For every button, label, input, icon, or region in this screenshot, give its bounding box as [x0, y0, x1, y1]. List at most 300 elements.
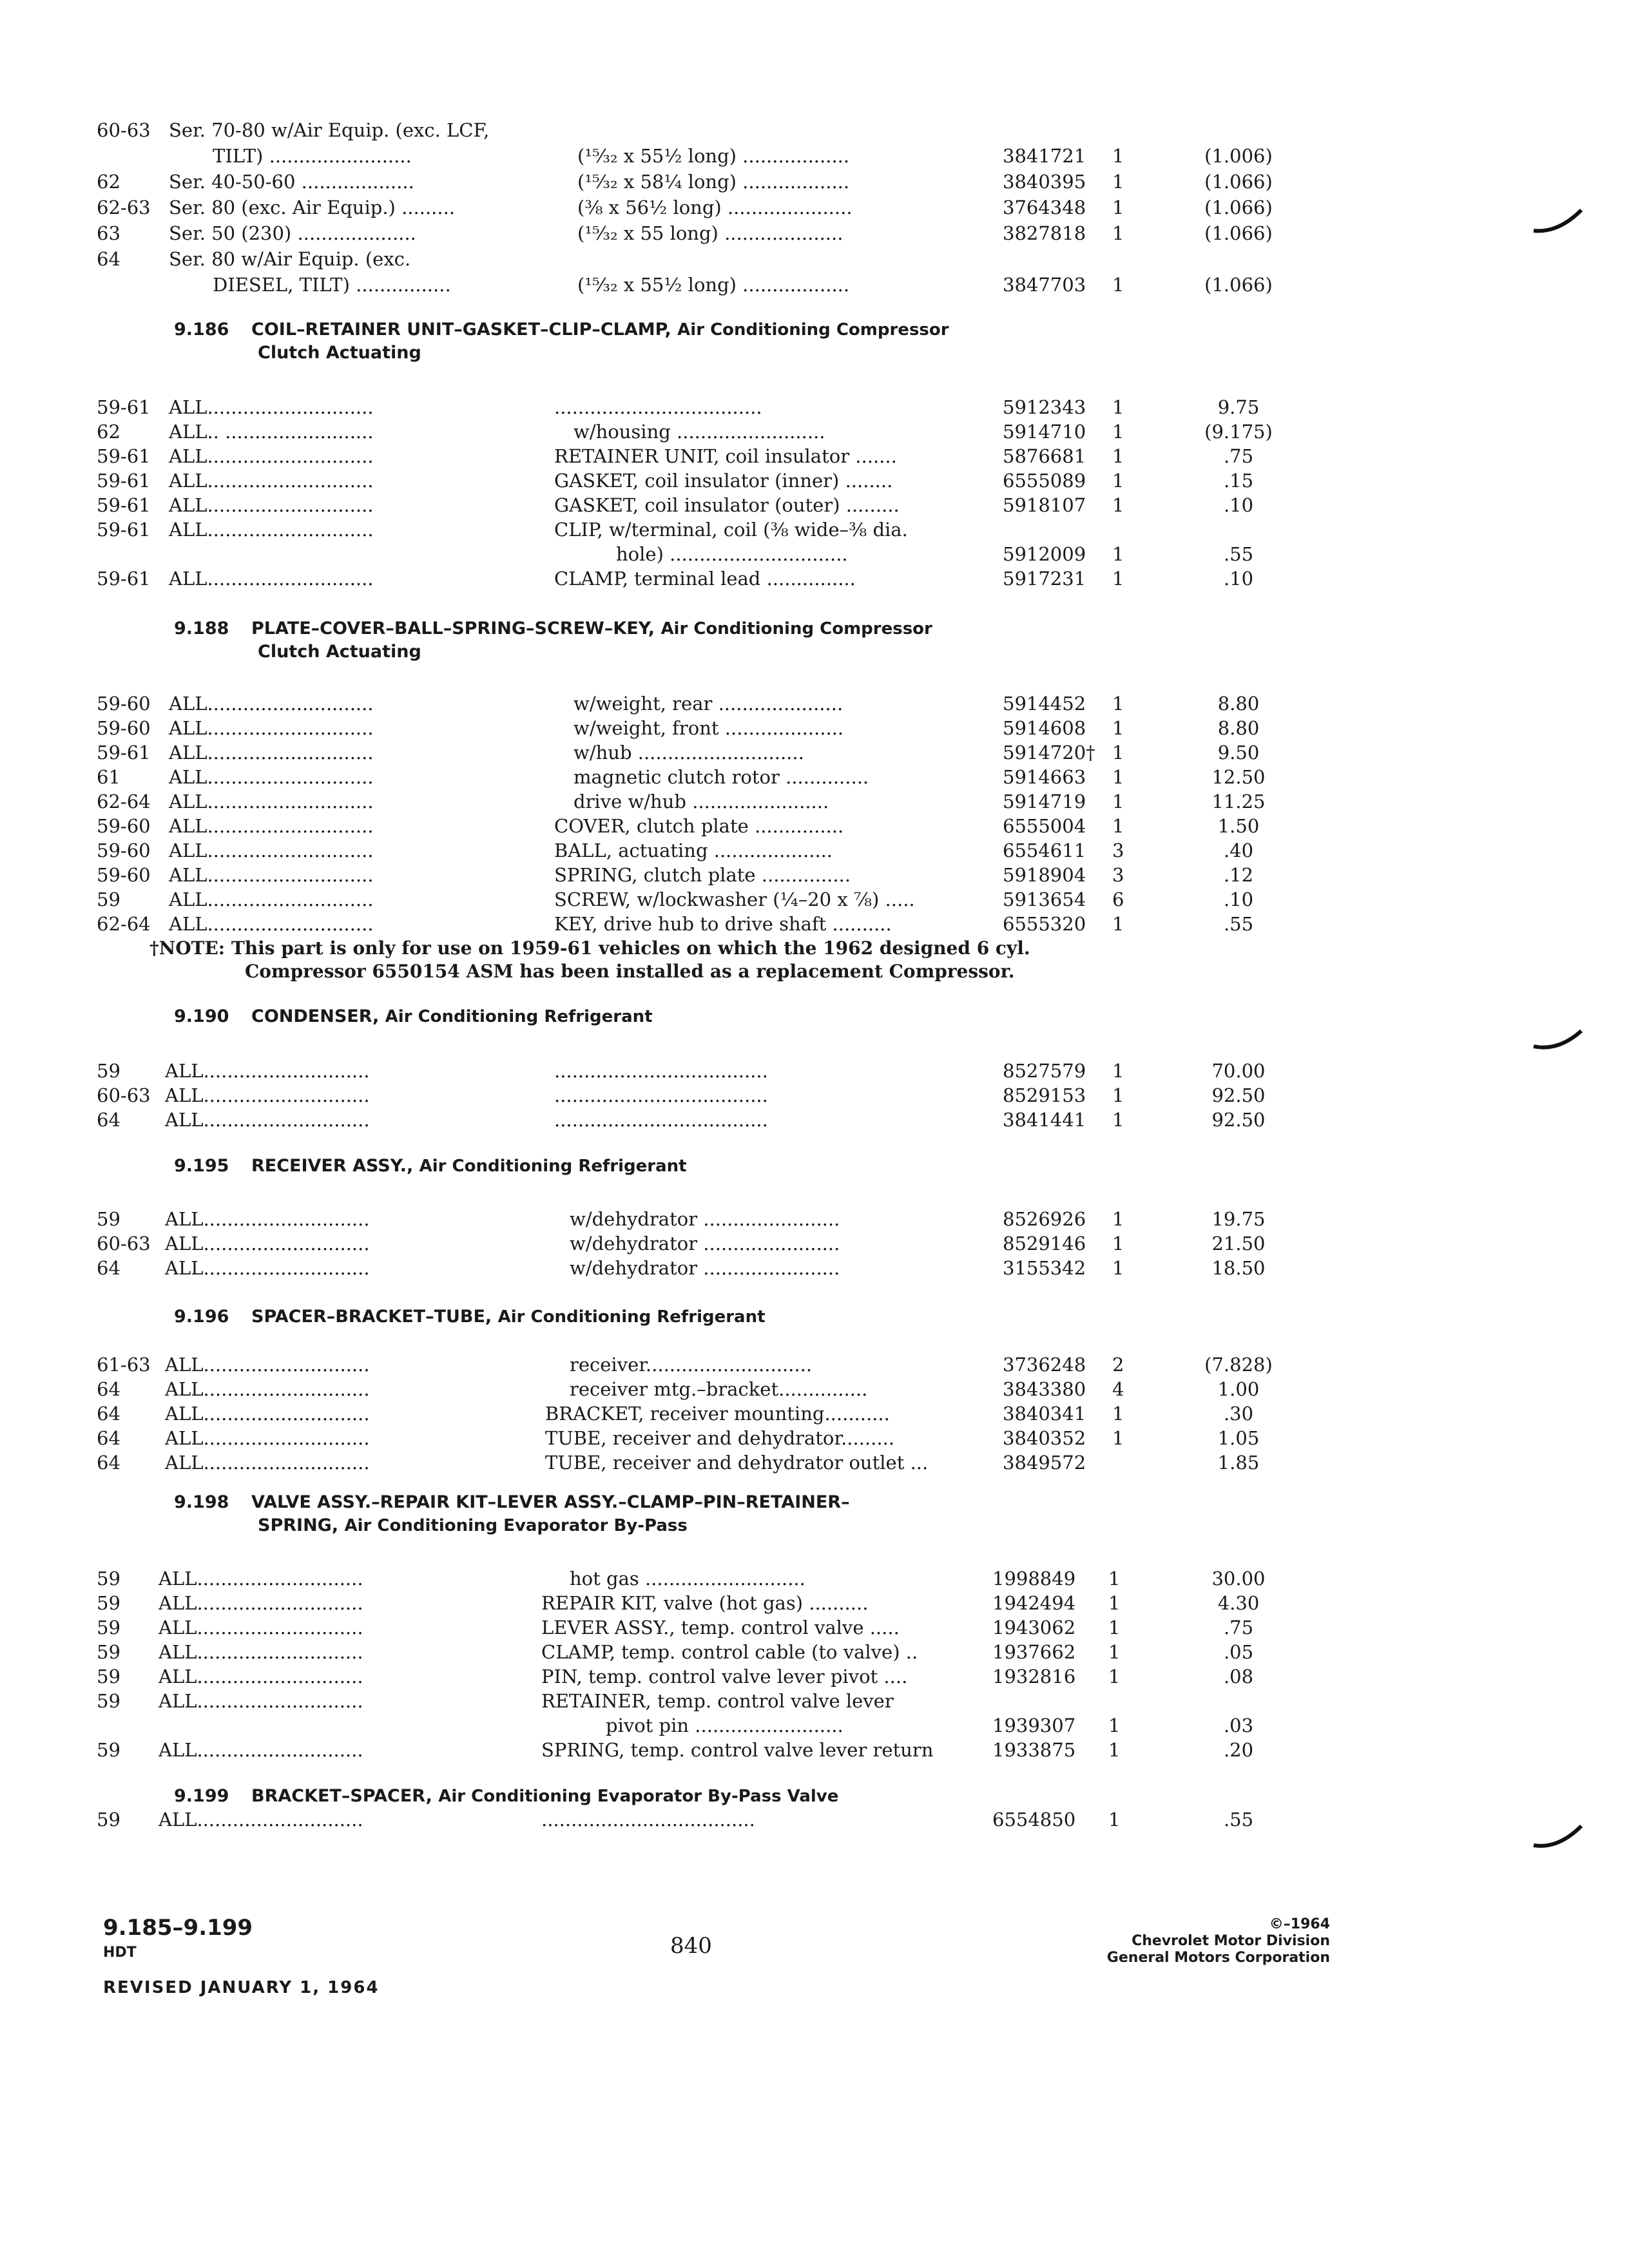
quantity: 1	[1112, 396, 1124, 418]
copyright: ©–1964	[1269, 1916, 1330, 1932]
price: 9.50	[1217, 742, 1260, 764]
quantity: 1	[1112, 145, 1124, 167]
model-years: 62-64	[97, 791, 151, 812]
table-row	[0, 1207, 1629, 1231]
price: (9.175)	[1204, 421, 1273, 443]
table-row	[0, 741, 1629, 764]
footnote	[149, 937, 1374, 983]
detail: w/dehydrator .......................	[570, 1208, 840, 1230]
table-row	[0, 396, 1629, 419]
binder-mark	[1532, 205, 1584, 237]
table-row	[0, 1714, 1629, 1737]
section-range: 9.185–9.199	[103, 1915, 253, 1941]
detail: w/hub ............................	[574, 742, 804, 764]
part-number: 3841721	[1003, 145, 1086, 167]
part-number: 5876681	[1003, 445, 1086, 467]
model-years: 62-64	[97, 913, 151, 935]
price: (1.066)	[1204, 197, 1273, 218]
model-years: 62	[97, 421, 120, 443]
section-title: RECEIVER ASSY.,	[251, 1156, 419, 1176]
usage: ALL............................	[159, 1568, 363, 1590]
model-years: 59-61	[97, 445, 151, 467]
usage: Ser. 70-80 w/Air Equip. (exc. LCF,	[169, 119, 490, 141]
table-row	[0, 765, 1629, 789]
table-row	[0, 1665, 1629, 1688]
usage: ALL............................	[165, 1208, 370, 1230]
price: 18.50	[1211, 1257, 1266, 1279]
part-number: 1939307	[992, 1715, 1076, 1736]
table-row	[0, 119, 1629, 142]
detail: BALL, actuating ....................	[554, 840, 833, 861]
model-years: 59	[97, 1739, 120, 1761]
part-number: 1943062	[992, 1617, 1076, 1639]
part-number: 6555004	[1003, 815, 1086, 837]
detail: SPRING, clutch plate ...............	[554, 864, 851, 886]
footnote-line: †NOTE: This part is only for use on 1959-61 vehicles on which the 1962 designed 6 cyl.	[149, 937, 1030, 959]
detail: magnetic clutch rotor ..............	[574, 766, 869, 788]
part-number: 5918107	[1003, 494, 1086, 516]
table-row	[0, 1402, 1629, 1425]
section-subtitle: Air Conditioning Compressor	[677, 320, 949, 340]
model-years: 64	[97, 1452, 120, 1474]
part-number: 6554850	[992, 1809, 1076, 1831]
table-row	[0, 1640, 1629, 1664]
section-number: 9.186	[174, 320, 229, 340]
price: .75	[1223, 1617, 1254, 1639]
part-number: 3841441	[1003, 1109, 1086, 1131]
detail: w/dehydrator .......................	[570, 1257, 840, 1279]
table-row	[0, 543, 1629, 566]
part-number: 1933875	[992, 1739, 1076, 1761]
model-years: 64	[97, 1427, 120, 1449]
price: 1.85	[1217, 1452, 1260, 1474]
model-years: 59-61	[97, 494, 151, 516]
section-subtitle-cont: Clutch Actuating	[258, 343, 421, 363]
detail: ....................................	[554, 1060, 768, 1082]
detail: (¹⁵⁄₃₂ x 55½ long) ..................	[577, 274, 850, 296]
detail: TUBE, receiver and dehydrator.........	[545, 1427, 895, 1449]
model-years: 63	[97, 222, 120, 244]
usage: ALL............................	[159, 1690, 363, 1712]
quantity: 1	[1112, 470, 1124, 492]
model-years: 59-61	[97, 519, 151, 541]
detail: PIN, temp. control valve lever pivot ....	[541, 1666, 908, 1687]
usage: ALL............................	[159, 1617, 363, 1639]
price: .55	[1223, 913, 1254, 935]
price: .30	[1223, 1403, 1254, 1425]
usage: ALL............................	[159, 1641, 363, 1663]
quantity: 1	[1112, 1427, 1124, 1449]
usage: ALL............................	[165, 1427, 370, 1449]
part-number: 6555089	[1003, 470, 1086, 492]
part-number: 3840341	[1003, 1403, 1086, 1425]
model-years: 64	[97, 248, 120, 270]
price: 1.50	[1217, 815, 1260, 837]
usage: Ser. 40-50-60 ...................	[169, 171, 414, 193]
table-row	[0, 1232, 1629, 1255]
part-number: 3827818	[1003, 222, 1086, 244]
quantity: 1	[1112, 1109, 1124, 1131]
table-row	[0, 1616, 1629, 1639]
quantity: 1	[1112, 222, 1124, 244]
model-years: 64	[97, 1403, 120, 1425]
part-number: 5914608	[1003, 717, 1086, 739]
part-number: 1932816	[992, 1666, 1076, 1687]
price: .55	[1223, 543, 1254, 565]
part-number: 8529146	[1003, 1233, 1086, 1254]
price: 1.00	[1217, 1378, 1260, 1400]
part-number: 8527579	[1003, 1060, 1086, 1082]
table-row	[0, 692, 1629, 715]
section-subtitle-cont: Clutch Actuating	[258, 642, 421, 662]
section-heading	[174, 1785, 1141, 1808]
detail: BRACKET, receiver mounting...........	[545, 1403, 890, 1425]
quantity: 1	[1108, 1617, 1121, 1639]
model-years: 60-63	[97, 1233, 151, 1254]
table-row	[0, 1084, 1629, 1107]
usage: ALL............................	[165, 1378, 370, 1400]
table-row	[0, 494, 1629, 517]
usage: Ser. 80 (exc. Air Equip.) .........	[169, 197, 456, 218]
usage: DIESEL, TILT) ................	[213, 274, 451, 296]
model-years: 64	[97, 1257, 120, 1279]
table-row	[0, 1808, 1629, 1831]
table-row	[0, 912, 1629, 936]
binder-mark	[1532, 1024, 1584, 1057]
model-years: 60-63	[97, 119, 151, 141]
table-row	[0, 716, 1629, 740]
section-number: 9.196	[174, 1307, 229, 1327]
model-years: 59	[97, 1690, 120, 1712]
part-number: 3847703	[1003, 274, 1086, 296]
model-years: 59-60	[97, 864, 151, 886]
quantity: 1	[1112, 421, 1124, 443]
section-heading	[174, 1155, 1141, 1178]
part-number: 3840352	[1003, 1427, 1086, 1449]
quantity: 1	[1112, 742, 1124, 764]
section-number: 9.195	[174, 1156, 229, 1176]
quantity: 1	[1112, 1233, 1124, 1254]
usage: ALL............................	[165, 1060, 370, 1082]
detail: pivot pin .........................	[606, 1715, 843, 1736]
detail: SCREW, w/lockwasher (¼–20 x ⅞) .....	[554, 889, 915, 910]
table-row	[0, 1353, 1629, 1376]
detail: RETAINER, temp. control valve lever	[541, 1690, 894, 1712]
section-title: CONDENSER,	[251, 1006, 385, 1026]
price: (1.066)	[1204, 171, 1273, 193]
model-years: 59-61	[97, 396, 151, 418]
table-row	[0, 1059, 1629, 1082]
model-years: 61	[97, 766, 120, 788]
revision-date: REVISED JANUARY 1, 1964	[103, 1978, 380, 1997]
usage: ALL............................	[159, 1592, 363, 1614]
price: (1.066)	[1204, 222, 1273, 244]
quantity: 1	[1112, 543, 1124, 565]
price: 30.00	[1211, 1568, 1266, 1590]
quantity: 1	[1108, 1568, 1121, 1590]
table-row	[0, 839, 1629, 862]
quantity: 1	[1112, 1060, 1124, 1082]
usage: ALL............................	[169, 913, 374, 935]
section-title: PLATE–COVER–BALL–SPRING–SCREW–KEY,	[251, 619, 661, 639]
usage: ALL............................	[165, 1403, 370, 1425]
usage: ALL............................	[169, 889, 374, 910]
table-row	[0, 144, 1629, 168]
usage: ALL............................	[169, 815, 374, 837]
detail: CLAMP, temp. control cable (to valve) ..	[541, 1641, 918, 1663]
part-number: 8529153	[1003, 1084, 1086, 1106]
model-years: 61-63	[97, 1354, 151, 1376]
price: 19.75	[1211, 1208, 1266, 1230]
table-row	[0, 1427, 1629, 1450]
part-number: 5914663	[1003, 766, 1086, 788]
usage: Ser. 50 (230) ....................	[169, 222, 416, 244]
model-years: 59	[97, 1666, 120, 1687]
price: 9.75	[1217, 396, 1260, 418]
table-row	[0, 196, 1629, 219]
detail: w/dehydrator .......................	[570, 1233, 840, 1254]
part-number: 5918904	[1003, 864, 1086, 886]
part-number: 3843380	[1003, 1378, 1086, 1400]
part-number: 5914452	[1003, 693, 1086, 715]
quantity: 1	[1112, 815, 1124, 837]
model-years: 59-61	[97, 568, 151, 590]
section-title: BRACKET–SPACER,	[251, 1786, 439, 1806]
price: .40	[1223, 840, 1254, 861]
section-subtitle: Air Conditioning Refrigerant	[497, 1307, 766, 1327]
section-heading	[174, 1491, 1141, 1537]
usage: ALL............................	[169, 396, 374, 418]
part-number: 5914710	[1003, 421, 1086, 443]
usage: Ser. 80 w/Air Equip. (exc.	[169, 248, 411, 270]
part-number: 5914720†	[1003, 742, 1095, 764]
detail: receiver mtg.–bracket...............	[570, 1378, 868, 1400]
model-years: 62	[97, 171, 120, 193]
price: (1.066)	[1204, 274, 1273, 296]
quantity: 1	[1112, 913, 1124, 935]
detail: receiver............................	[570, 1354, 813, 1376]
price: 21.50	[1211, 1233, 1266, 1254]
model-years: 59-60	[97, 693, 151, 715]
usage: ALL............................	[169, 568, 374, 590]
part-number: 6555320	[1003, 913, 1086, 935]
part-number: 3849572	[1003, 1452, 1086, 1474]
price: 8.80	[1217, 693, 1260, 715]
detail: LEVER ASSY., temp. control valve .....	[541, 1617, 900, 1639]
detail: ....................................	[554, 1109, 768, 1131]
usage: ALL............................	[165, 1109, 370, 1131]
price: 12.50	[1211, 766, 1266, 788]
detail: drive w/hub .......................	[574, 791, 829, 812]
detail: CLAMP, terminal lead ...............	[554, 568, 856, 590]
quantity: 3	[1112, 864, 1124, 886]
detail: (¹⁵⁄₃₂ x 58¼ long) ..................	[577, 171, 850, 193]
usage: ALL............................	[165, 1354, 370, 1376]
quantity: 1	[1112, 1403, 1124, 1425]
price: 8.80	[1217, 717, 1260, 739]
table-row	[0, 420, 1629, 443]
usage: TILT) ........................	[213, 145, 412, 167]
usage: ALL............................	[169, 519, 374, 541]
section-number: 9.188	[174, 619, 229, 639]
quantity: 1	[1108, 1715, 1121, 1736]
section-subtitle: Air Conditioning Evaporator By-Pass	[344, 1516, 688, 1535]
quantity: 1	[1112, 1257, 1124, 1279]
page-number: 840	[670, 1933, 712, 1959]
model-years: 59	[97, 1641, 120, 1663]
price: 70.00	[1211, 1060, 1266, 1082]
section-subtitle: Air Conditioning Refrigerant	[385, 1007, 653, 1026]
quantity: 1	[1112, 1084, 1124, 1106]
price: .15	[1223, 470, 1254, 492]
model-years: 64	[97, 1109, 120, 1131]
quantity: 1	[1112, 274, 1124, 296]
detail: w/weight, rear .....................	[574, 693, 843, 715]
section-title-cont	[174, 1514, 1141, 1537]
usage: ALL............................	[169, 494, 374, 516]
section-heading	[174, 1005, 1141, 1028]
detail: CLIP, w/terminal, coil (⅜ wide–⅜ dia.	[554, 519, 908, 541]
usage: ALL............................	[169, 840, 374, 861]
detail: (⅜ x 56½ long) .....................	[577, 197, 853, 218]
price: .55	[1223, 1809, 1254, 1831]
quantity: 1	[1108, 1809, 1121, 1831]
detail: TUBE, receiver and dehydrator outlet ...	[545, 1452, 929, 1474]
detail: KEY, drive hub to drive shaft ..........	[554, 913, 892, 935]
detail: COVER, clutch plate ...............	[554, 815, 844, 837]
part-number: 6554611	[1003, 840, 1086, 861]
usage: ALL............................	[169, 445, 374, 467]
part-number: 3155342	[1003, 1257, 1086, 1279]
part-number: 1942494	[992, 1592, 1076, 1614]
section-heading	[174, 1305, 1141, 1329]
table-row	[0, 1689, 1629, 1713]
detail: w/housing .........................	[574, 421, 825, 443]
corporation: General Motors Corporation	[1106, 1950, 1330, 1966]
quantity: 1	[1112, 197, 1124, 218]
table-row	[0, 222, 1629, 245]
price: 1.05	[1217, 1427, 1260, 1449]
price: .08	[1223, 1666, 1254, 1687]
price: .03	[1223, 1715, 1254, 1736]
usage: ALL............................	[169, 766, 374, 788]
detail: w/weight, front ....................	[574, 717, 844, 739]
section-heading	[174, 617, 1141, 664]
detail: (¹⁵⁄₃₂ x 55½ long) ..................	[577, 145, 850, 167]
detail: GASKET, coil insulator (outer) .........	[554, 494, 900, 516]
usage: ALL............................	[159, 1809, 363, 1831]
table-row	[0, 814, 1629, 838]
table-row	[0, 1567, 1629, 1590]
part-number: 3840395	[1003, 171, 1086, 193]
table-row	[0, 518, 1629, 541]
table-row	[0, 567, 1629, 590]
section-title: VALVE ASSY.–REPAIR KIT–LEVER ASSY.–CLAMP–PIN–RETAINER–	[251, 1492, 850, 1512]
price: .10	[1223, 568, 1254, 590]
model-years: 59	[97, 889, 120, 910]
usage: ALL............................	[165, 1084, 370, 1106]
quantity: 1	[1112, 766, 1124, 788]
model-years: 59-61	[97, 470, 151, 492]
detail: hole) ..............................	[616, 543, 848, 565]
part-number: 3736248	[1003, 1354, 1086, 1376]
usage: ALL............................	[159, 1666, 363, 1687]
section-title: COIL–RETAINER UNIT–GASKET–CLIP–CLAMP,	[251, 320, 678, 340]
detail: hot gas ...........................	[570, 1568, 805, 1590]
detail: ....................................	[554, 1084, 768, 1106]
model-years: 59	[97, 1592, 120, 1614]
model-years: 59-61	[97, 742, 151, 764]
model-years: 64	[97, 1378, 120, 1400]
usage: ALL............................	[165, 1452, 370, 1474]
price: 4.30	[1217, 1592, 1260, 1614]
part-number: 8526926	[1003, 1208, 1086, 1230]
publisher-block	[1107, 1916, 1330, 1966]
footnote-line: Compressor 6550154 ASM has been installed as a replacement Compressor.	[245, 961, 1015, 982]
quantity: 1	[1108, 1641, 1121, 1663]
part-number: 3764348	[1003, 197, 1086, 218]
quantity: 1	[1112, 445, 1124, 467]
section-heading	[174, 318, 1141, 365]
model-years: 59-60	[97, 840, 151, 861]
table-row	[0, 273, 1629, 296]
quantity: 1	[1108, 1739, 1121, 1761]
binder-mark	[1532, 1821, 1584, 1853]
quantity: 1	[1112, 171, 1124, 193]
detail: ...................................	[554, 396, 762, 418]
section-title-line: SPRING,	[258, 1515, 345, 1535]
quantity: 1	[1112, 568, 1124, 590]
detail: ....................................	[541, 1809, 755, 1831]
price: (7.828)	[1204, 1354, 1273, 1376]
detail: GASKET, coil insulator (inner) ........	[554, 470, 893, 492]
table-row	[0, 1108, 1629, 1131]
usage: ALL.. .........................	[169, 421, 374, 443]
part-number: 5914719	[1003, 791, 1086, 812]
table-row	[0, 247, 1629, 271]
model-years: 62-63	[97, 197, 151, 218]
quantity: 3	[1112, 840, 1124, 861]
quantity: 1	[1112, 791, 1124, 812]
section-subtitle: Air Conditioning Compressor	[660, 619, 932, 639]
usage: ALL............................	[169, 470, 374, 492]
table-row	[0, 445, 1629, 468]
price: .12	[1223, 864, 1254, 886]
division: Chevrolet Motor Division	[1132, 1933, 1330, 1949]
quantity: 1	[1112, 717, 1124, 739]
usage: ALL............................	[165, 1257, 370, 1279]
quantity: 1	[1112, 693, 1124, 715]
detail: REPAIR KIT, valve (hot gas) ..........	[541, 1592, 869, 1614]
part-number: 5913654	[1003, 889, 1086, 910]
quantity: 1	[1112, 1208, 1124, 1230]
price: 92.50	[1211, 1084, 1266, 1106]
table-row	[0, 863, 1629, 887]
price: .75	[1223, 445, 1254, 467]
usage: ALL............................	[169, 864, 374, 886]
quantity: 6	[1112, 889, 1124, 910]
section-number: 9.199	[174, 1786, 229, 1806]
usage: ALL............................	[159, 1739, 363, 1761]
model-years: 59-60	[97, 815, 151, 837]
table-row	[0, 1378, 1629, 1401]
part-number: 5912009	[1003, 543, 1086, 565]
quantity: 1	[1108, 1666, 1121, 1687]
table-row	[0, 1591, 1629, 1615]
section-title: SPACER–BRACKET–TUBE,	[251, 1307, 498, 1327]
table-row	[0, 888, 1629, 911]
part-number: 1998849	[992, 1568, 1076, 1590]
